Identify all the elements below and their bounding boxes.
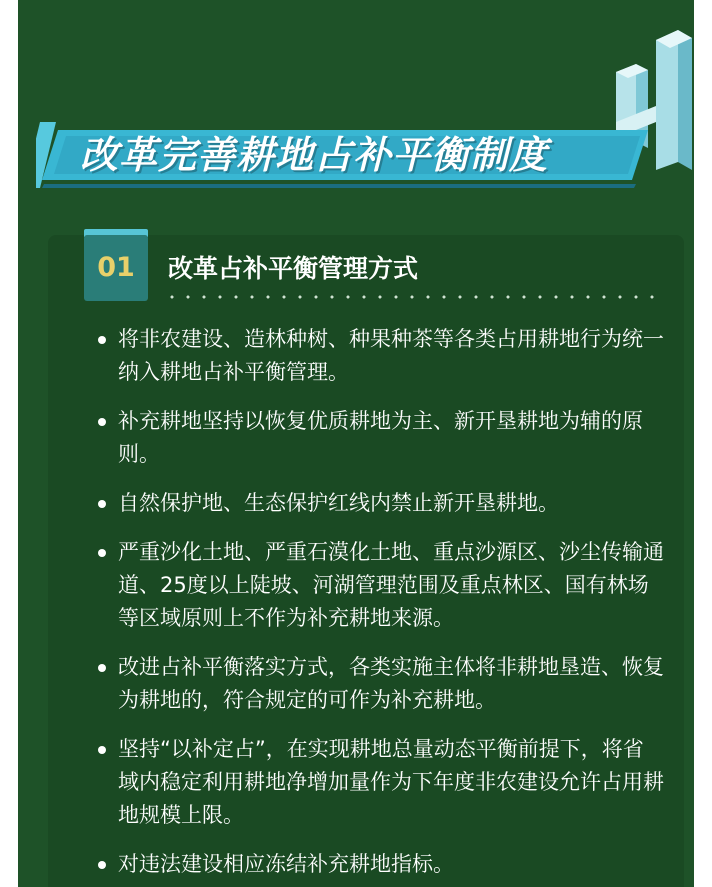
list-item [48,651,684,717]
dotted-divider [164,295,664,299]
list-item-text: 对违法建设相应冻结补充耕地指标。 [118,852,454,876]
bullet-dot [98,336,106,344]
section-number-badge: 01 [84,235,148,301]
list-item [48,405,684,471]
content-card [48,235,684,887]
bullet-dot [98,861,106,869]
section-title: 改革占补平衡管理方式 [168,254,419,283]
poster [18,0,694,887]
bullet-dot [98,418,106,426]
list-item-text: 严重沙化土地、严重石漠化土地、重点沙源区、沙尘传输通道、25度以上陡坡、河湖管理范围及重点林区、国有林场等区域原则上不作为补充耕地来源。 [118,540,664,630]
list-item-text: 将非农建设、造林种树、种果种茶等各类占用耕地行为统一纳入耕地占补平衡管理。 [118,327,664,384]
title-banner [36,122,648,188]
list-item [48,487,684,520]
list-item [48,323,684,389]
section-header [66,235,666,311]
bullet-dot [98,746,106,754]
bullet-dot [98,664,106,672]
bullet-dot [98,549,106,557]
list-item [48,848,684,881]
page-title: 改革完善耕地占补平衡制度 [80,133,549,177]
bullet-list [48,323,684,887]
list-item [48,733,684,832]
list-item [48,536,684,635]
list-item-text: 补充耕地坚持以恢复优质耕地为主、新开垦耕地为辅的原则。 [118,409,643,466]
list-item-text: 改进占补平衡落实方式，各类实施主体将非耕地垦造、恢复为耕地的，符合规定的可作为补充耕地。 [118,655,664,712]
bullet-dot [98,500,106,508]
list-item-text: 坚持“以补定占”，在实现耕地总量动态平衡前提下，将省域内稳定利用耕地净增加量作为下年度非农建设允许占用耕地规模上限。 [118,737,664,827]
list-item-text: 自然保护地、生态保护红线内禁止新开垦耕地。 [118,491,559,515]
